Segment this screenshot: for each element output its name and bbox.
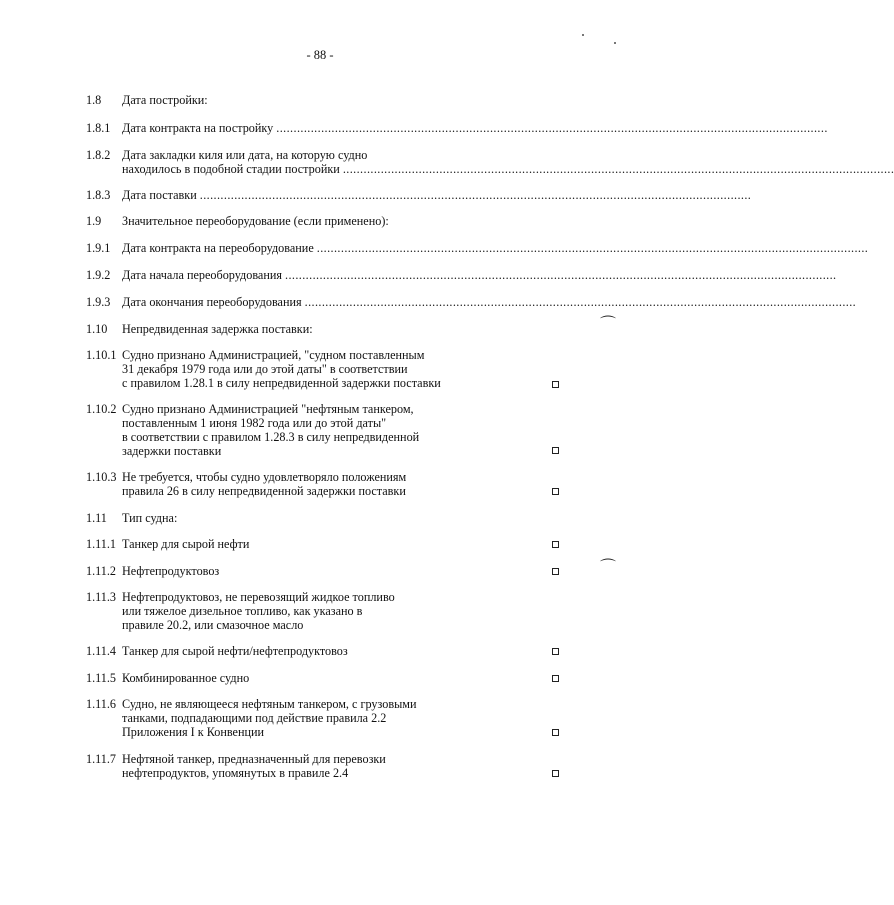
item-1-10-2 bbox=[86, 402, 596, 458]
item-text: нефтепродуктов, упомянутых в правиле 2.4 bbox=[122, 766, 349, 780]
item-number: 1.11.6 bbox=[86, 697, 117, 711]
item-1-8-1 bbox=[86, 121, 828, 135]
item-text: правила 26 в силу непредвиденной задержки поставки bbox=[122, 484, 406, 498]
item-1-11-5 bbox=[86, 671, 596, 685]
item-text: Дата контракта на постройку bbox=[122, 121, 274, 135]
item-number: 1.8.1 bbox=[86, 121, 111, 135]
item-number: 1.9.2 bbox=[86, 268, 111, 282]
item-text: Судно, не являющееся нефтяным танкером, с грузовыми bbox=[122, 697, 417, 711]
item-text: 31 декабря 1979 года или до этой даты" в соответствии bbox=[122, 362, 408, 376]
item-number: 1.10.2 bbox=[86, 402, 117, 416]
item-text: Дата закладки киля или дата, на которую судно bbox=[122, 148, 368, 162]
item-1-8-2 bbox=[86, 148, 894, 176]
item-number: 1.11.3 bbox=[86, 590, 117, 604]
item-number: 1.11.1 bbox=[86, 537, 117, 551]
scan-speck-2 bbox=[614, 42, 616, 44]
fill-in-leader: ................................................................................................................................................................ bbox=[342, 162, 894, 176]
item-1-9-2 bbox=[86, 268, 837, 282]
margin-bracket-mark: ⌒ bbox=[600, 559, 617, 576]
item-text: с правилом 1.28.1 в силу непредвиденной задержки поставки bbox=[122, 376, 441, 390]
item-checkbox[interactable] bbox=[552, 568, 559, 575]
item-1-11-3 bbox=[86, 590, 596, 632]
item-text: или тяжелое дизельное топливо, как указано в bbox=[122, 604, 363, 618]
item-checkbox[interactable] bbox=[552, 648, 559, 655]
item-number: 1.11.5 bbox=[86, 671, 117, 685]
fill-in-leader: ................................................................................................................................................................ bbox=[285, 268, 837, 282]
item-text: Тип судна: bbox=[122, 511, 178, 525]
item-text: Приложения I к Конвенции bbox=[122, 725, 265, 739]
item-text: танками, подпадающими под действие правила 2.2 bbox=[122, 711, 387, 725]
fill-in-leader: ................................................................................................................................................................ bbox=[316, 241, 869, 255]
item-text: Дата контракта на переоборудование bbox=[122, 241, 314, 255]
item-1-11-1 bbox=[86, 537, 596, 551]
item-1-10 bbox=[86, 322, 596, 336]
item-number: 1.10.1 bbox=[86, 348, 117, 362]
margin-bracket-mark: ⌒ bbox=[600, 316, 617, 333]
item-1-11-4 bbox=[86, 644, 596, 658]
item-text: Танкер для сырой нефти bbox=[122, 537, 250, 551]
item-text: Дата окончания переоборудования bbox=[122, 295, 302, 309]
item-text: Непредвиденная задержка поставки: bbox=[122, 322, 313, 336]
item-1-9 bbox=[86, 214, 596, 228]
item-text: Дата постройки: bbox=[122, 93, 208, 107]
item-text: правиле 20.2, или смазочное масло bbox=[122, 618, 304, 632]
item-1-11-6 bbox=[86, 697, 596, 739]
item-text: находилось в подобной стадии постройки bbox=[122, 162, 340, 176]
item-checkbox[interactable] bbox=[552, 675, 559, 682]
fill-in-leader: ................................................................................................................................................................ bbox=[199, 188, 752, 202]
item-text: Дата начала переоборудования bbox=[122, 268, 282, 282]
item-text: Дата поставки bbox=[122, 188, 197, 202]
item-number: 1.11.4 bbox=[86, 644, 117, 658]
item-text: в соответствии с правилом 1.28.3 в силу непредвиденной bbox=[122, 430, 420, 444]
item-1-10-3 bbox=[86, 470, 596, 498]
item-checkbox[interactable] bbox=[552, 541, 559, 548]
item-text: задержки поставки bbox=[122, 444, 222, 458]
item-text: Комбинированное судно bbox=[122, 671, 250, 685]
item-checkbox[interactable] bbox=[552, 729, 559, 736]
page-number: - 88 - bbox=[306, 48, 334, 62]
item-text: Нефтепродуктовоз, не перевозящий жидкое топливо bbox=[122, 590, 395, 604]
item-number: 1.8.2 bbox=[86, 148, 111, 162]
item-number: 1.10.3 bbox=[86, 470, 117, 484]
item-text: поставленным 1 июня 1982 года или до этой даты" bbox=[122, 416, 387, 430]
fill-in-leader: ................................................................................................................................................................ bbox=[276, 121, 828, 135]
item-number: 1.9.3 bbox=[86, 295, 111, 309]
item-1-9-3 bbox=[86, 295, 857, 309]
fill-in-leader: ................................................................................................................................................................ bbox=[304, 295, 857, 309]
item-1-9-1 bbox=[86, 241, 869, 255]
item-number: 1.8 bbox=[86, 93, 102, 107]
item-number: 1.10 bbox=[86, 322, 108, 336]
item-number: 1.11.7 bbox=[86, 752, 117, 766]
item-1-8-3 bbox=[86, 188, 752, 202]
item-checkbox[interactable] bbox=[552, 381, 559, 388]
item-number: 1.9 bbox=[86, 214, 102, 228]
item-1-11-7 bbox=[86, 752, 596, 780]
item-number: 1.9.1 bbox=[86, 241, 111, 255]
item-text: Не требуется, чтобы судно удовлетворяло положениям bbox=[122, 470, 407, 484]
item-1-8 bbox=[86, 93, 596, 107]
item-text: Нефтепродуктовоз bbox=[122, 564, 220, 578]
item-checkbox[interactable] bbox=[552, 447, 559, 454]
item-text: Нефтяной танкер, предназначенный для перевозки bbox=[122, 752, 386, 766]
item-1-10-1 bbox=[86, 348, 596, 390]
item-1-11 bbox=[86, 511, 596, 525]
item-number: 1.11.2 bbox=[86, 564, 117, 578]
scan-speck-1 bbox=[582, 34, 584, 36]
item-checkbox[interactable] bbox=[552, 488, 559, 495]
item-text: Значительное переоборудование (если применено): bbox=[122, 214, 389, 228]
item-checkbox[interactable] bbox=[552, 770, 559, 777]
item-text: Танкер для сырой нефти/нефтепродуктовоз bbox=[122, 644, 348, 658]
item-text: Судно признано Администрацией, "судном поставленным bbox=[122, 348, 425, 362]
item-number: 1.11 bbox=[86, 511, 107, 525]
item-text: Судно признано Администрацией "нефтяным танкером, bbox=[122, 402, 414, 416]
item-number: 1.8.3 bbox=[86, 188, 111, 202]
item-1-11-2 bbox=[86, 564, 596, 578]
